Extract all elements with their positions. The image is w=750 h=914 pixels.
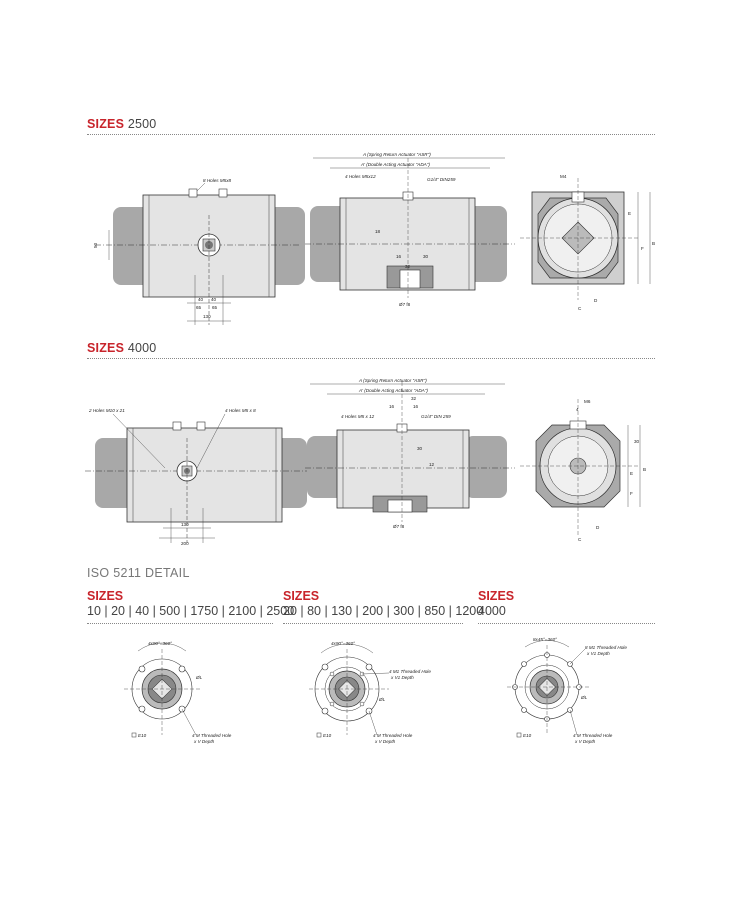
dim-5: 130 <box>203 314 211 319</box>
side-b: B <box>652 241 656 246</box>
dim-v-1: 18 <box>375 229 381 234</box>
sizes-keyword: SIZES <box>87 341 125 355</box>
dim-4: 65 <box>212 305 218 310</box>
a-double-label: A' (Double Acting Actuator "ADA") <box>361 162 430 167</box>
iso2-depth: x V Depth <box>375 739 396 744</box>
side-f: F <box>630 491 633 496</box>
port-label: G1/4" DIN259 <box>427 177 456 182</box>
iso-group-3-title: SIZES <box>478 589 515 603</box>
size-number: 2500 <box>127 117 157 131</box>
side-f: F <box>641 246 644 251</box>
iso3-depth: x V Depth <box>575 739 596 744</box>
iso-detail-3 <box>505 633 645 753</box>
side-d: D <box>594 298 598 303</box>
a-spring-label: A (Spring Return Actuator "ASR") <box>363 152 431 157</box>
holes-side-label: 4 Holes M5x12 <box>345 174 376 179</box>
iso3-depth1: x V1 Depth <box>587 651 610 656</box>
iso1-dia: ØL <box>196 675 203 680</box>
dim-left: 50 <box>93 242 98 248</box>
dim-12: 12 <box>429 462 435 467</box>
iso2-dia: ØL <box>379 697 386 702</box>
iso-divider-3 <box>478 623 655 624</box>
iso2-depth1: x V1 Depth <box>391 675 414 680</box>
holes-right-label: 4 Holes M5 x 8 <box>225 408 256 413</box>
end-view-4000 <box>520 395 670 545</box>
iso2-hole1: 4 M1 Threaded Hole <box>389 669 431 674</box>
iso1-angle: 4x90°=360° <box>148 641 172 646</box>
side-c: C <box>578 537 582 542</box>
front-view-2500 <box>85 175 310 335</box>
a-double-label: A' (Double Acting Actuator "ADA") <box>359 388 428 393</box>
port-label: G1/4" DIN 259 <box>421 414 451 419</box>
dia-label: Ø7 f8 <box>399 302 411 307</box>
iso2-angle: 4x90°=360° <box>331 641 355 646</box>
side-view-4000 <box>305 372 520 542</box>
side-e: E <box>630 471 634 476</box>
dim-32: 32 <box>411 396 417 401</box>
end-view-2500 <box>520 170 670 320</box>
iso-group-2-title: SIZES <box>283 589 320 603</box>
dim-3: 65 <box>196 305 202 310</box>
dim-1: 40 <box>198 297 204 302</box>
iso-divider-2 <box>283 623 463 624</box>
iso-group-2-sizes: 20 | 80 | 130 | 200 | 300 | 850 | 1200 <box>283 604 484 618</box>
iso-detail-2 <box>305 635 445 755</box>
side-m: M4 <box>560 174 567 179</box>
size-number: 4000 <box>127 341 157 355</box>
dim-small: 16 <box>396 254 402 259</box>
side-d: D <box>596 525 600 530</box>
iso3-bottom: E10 <box>523 733 532 738</box>
side-view-2500 <box>305 148 520 318</box>
holes-left-label: 2 Holes M10 x 21 <box>89 408 125 413</box>
dim-16-b: 16 <box>413 404 419 409</box>
iso1-hole: 4 M Threaded Hole <box>192 733 232 738</box>
a-spring-label: A (Spring Return Actuator "ASR") <box>359 378 427 383</box>
side-4: 4 <box>576 407 579 412</box>
front-view-4000 <box>85 398 310 548</box>
section-divider <box>87 134 655 135</box>
side-m: M6 <box>584 399 591 404</box>
dim-30: 30 <box>417 446 423 451</box>
iso2-hole: 4 M Threaded Hole <box>373 733 413 738</box>
side-c: C <box>578 306 582 311</box>
section-header-4000 <box>87 341 156 355</box>
iso-detail-1 <box>120 635 260 755</box>
holes-label: 8 Holes M5x8 <box>203 178 232 183</box>
iso-group-3-sizes: 4000 <box>478 604 506 618</box>
dim-130: 130 <box>181 522 189 527</box>
side-30: 30 <box>634 439 640 444</box>
iso-group-1-sizes: 10 | 20 | 40 | 500 | 1750 | 2100 | 2500 <box>87 604 295 618</box>
dim-16-a: 16 <box>389 404 395 409</box>
section-header-2500 <box>87 117 156 131</box>
iso-title: ISO 5211 DETAIL <box>87 566 190 580</box>
iso2-bottom: E10 <box>323 733 332 738</box>
iso1-depth: x V Depth <box>194 739 215 744</box>
sizes-keyword: SIZES <box>87 117 125 131</box>
iso3-dia: ØL <box>581 695 588 700</box>
iso3-angle: 8x45°=360° <box>533 637 557 642</box>
iso3-hole: 4 M Threaded Hole <box>573 733 613 738</box>
section-divider <box>87 358 655 359</box>
dim-2: 40 <box>211 297 217 302</box>
iso3-hole1: 8 M1 Threaded Hole <box>585 645 627 650</box>
side-e: E <box>628 211 632 216</box>
holes-side-label: 4 Holes M5 x 12 <box>341 414 375 419</box>
dim-v-2: 30 <box>423 254 429 259</box>
iso1-bottom: E10 <box>138 733 147 738</box>
dim-v-3: 32 <box>405 264 411 269</box>
iso-group-1-title: SIZES <box>87 589 124 603</box>
dim-200: 200 <box>181 541 189 546</box>
iso-divider-1 <box>87 623 273 624</box>
dia-label: Ø7 f8 <box>393 524 405 529</box>
side-b: B <box>643 467 647 472</box>
